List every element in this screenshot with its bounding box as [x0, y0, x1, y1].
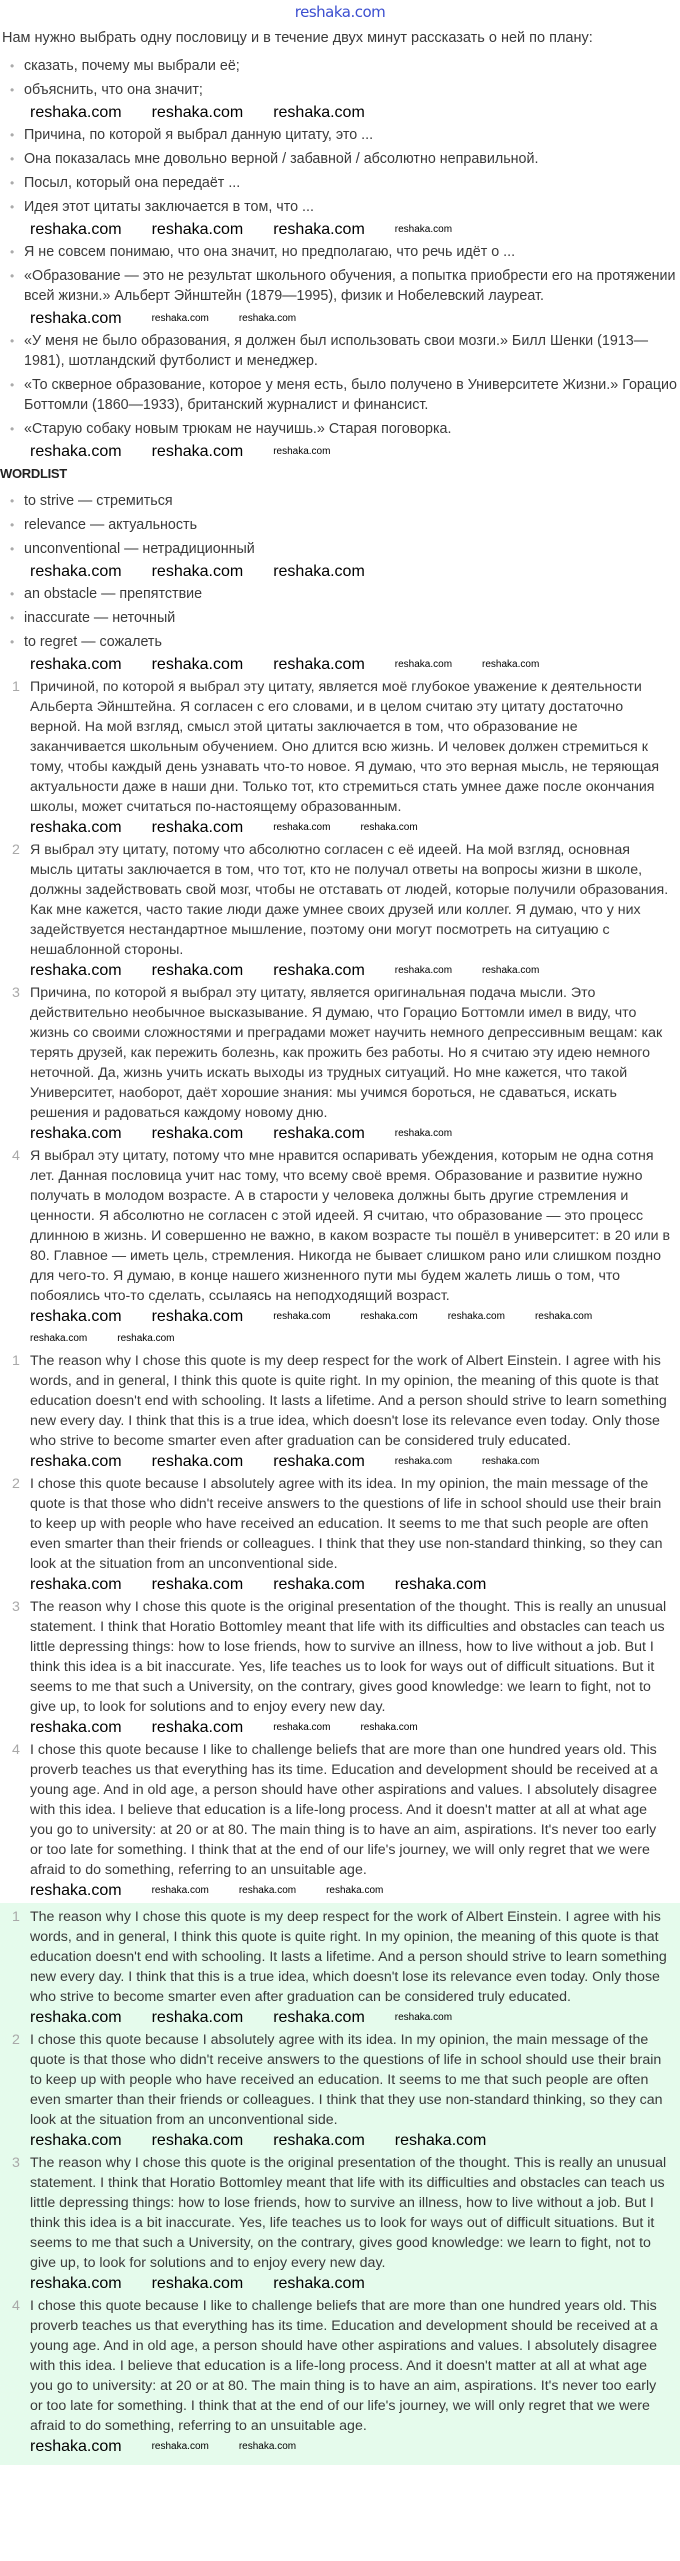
paragraph-text: I chose this quote because I like to challenge beliefs that are more than one hundred years old. This proverb teaches us that everything has its time. Education and development should be received at a young age. And in old age, a person should have other aspirations and values. I absolutely disagree with this idea. I believe that education is a life-long process. And it doesn't matter at all at what age you go to university: at 20 or at 80. The main thing is to have an aim, aspirations. It's never too early or too late for something. I think that at the end of our life's journey, we will only regret that we were afraid to do something, referring to an unsuitable age. [30, 2298, 658, 2434]
watermark: reshaka.com [30, 1453, 122, 1470]
watermark: reshaka.com [30, 563, 122, 580]
wordlist-item: • to strive — стремиться [10, 491, 680, 511]
watermark-row [0, 1576, 680, 1594]
watermark: reshaka.com [326, 1885, 384, 1896]
watermark: reshaka.com [273, 104, 365, 121]
paragraph-text: Я выбрал эту цитату, потому что мне нравится оспаривать убеждения, которым не одна сотня лет. Данная пословица учит нас тому, что всему своё время. Образование и развитие нужно получать в молодом возрасте. А в старости у человека должны быть другие стремления и ценности. Я абсолютно не согласен с этой идеей. Я считаю, что образование — это процесс длинною в жизнь. И совершенно не важно, в каком возрасте ты пошёл в университет: в 20 или в 80. Главное — иметь цель, стремления. Никогда не бывает слишком рано или слишком поздно для чего-то. Я думаю, в конце нашего жизненного пути мы будем жалеть лишь о том, что побоялись что-то сделать, ссылаясь на неподходящий возраст. [30, 1148, 671, 1304]
answer-paragraph [0, 1351, 680, 1451]
watermark: reshaka.com [273, 656, 365, 673]
watermark-row [0, 2275, 680, 2293]
watermark: reshaka.com [273, 2132, 365, 2149]
watermark-row [0, 1308, 680, 1348]
answer-paragraph [0, 1597, 680, 1717]
watermark: reshaka.com [151, 962, 244, 979]
answers-russian [0, 983, 680, 1123]
plan-item: • Причина, по которой я выбрал данную цитату, это ... [10, 125, 680, 145]
watermark: reshaka.com [30, 2132, 122, 2149]
document-content [0, 22, 680, 1900]
watermark: reshaka.com [30, 1719, 122, 1736]
plan-item: • Посыл, который она передаёт ... [10, 173, 680, 193]
paragraph-number: 2 [12, 842, 20, 858]
answers-english [0, 1597, 680, 1717]
watermark: reshaka.com [151, 2009, 244, 2026]
watermark: reshaka.com [151, 1125, 244, 1142]
paragraph-number: 3 [12, 2155, 20, 2171]
paragraph-text: Причиной, по которой я выбрал эту цитату, является моё глубокое уважение к деятельности Альберта Эйнштейна. Я согласен с его словами, и в целом считаю эту цитату достаточно верной. На мой взгляд, смысл этой цитаты заключается в том, что образование не заканчивается школьным обучением. Оно длится всю жизнь. И человек должен стремиться к тому, чтобы каждый день узнавать что-то новое. Я думаю, что это верная мысль, не теряющая актуальности даже в наши дни. Только тот, кто стремиться стать умнее даже после окончания школы, может считаться по-настоящему образованным. [30, 679, 660, 815]
watermark: reshaka.com [273, 563, 365, 580]
watermark: reshaka.com [30, 1125, 122, 1142]
answer-paragraph [0, 1146, 680, 1306]
watermark: reshaka.com [151, 221, 244, 238]
paragraph-text: I chose this quote because I like to challenge beliefs that are more than one hundred years old. This proverb teaches us that everything has its time. Education and development should be received at a young age. And in old age, a person should have other aspirations and values. I absolutely disagree with this idea. I believe that education is a life-long process. And it doesn't matter at all at what age you go to university: at 20 or at 80. The main thing is to have an aim, aspirations. It's never too early or too late for something. I think that at the end of our life's journey, we will only regret that we were afraid to do something, referring to an unsuitable age. [30, 1742, 658, 1878]
watermark-row [0, 2132, 680, 2150]
watermark: reshaka.com [273, 2009, 365, 2026]
watermark: reshaka.com [151, 104, 244, 121]
watermark: reshaka.com [151, 2275, 244, 2292]
answer-paragraph [0, 1474, 680, 1574]
watermark: reshaka.com [394, 965, 453, 976]
answer-paragraph [0, 2296, 680, 2436]
watermark: reshaka.com [273, 221, 365, 238]
watermark: reshaka.com [30, 656, 122, 673]
plan-item: • Я не совсем понимаю, что она значит, но предполагаю, что речь идёт о ... [10, 242, 680, 262]
paragraph-number: 3 [12, 985, 20, 1001]
answer-paragraph [0, 983, 680, 1123]
plan-item: • «Старую собаку новым трюкам не научишь.» Старая поговорка. [10, 419, 680, 439]
watermark: reshaka.com [394, 2132, 487, 2149]
answer-paragraph [0, 677, 680, 817]
plan-item: • «Образование — это не результат школьного обучения, а попытка приобрести его на протяжении всей жизни.» Альберт Эйнштейн (1879—1995), физик и Нобелевский лауреат. [10, 266, 680, 306]
watermark: reshaka.com [151, 2441, 209, 2452]
paragraph-text: I chose this quote because I absolutely agree with its idea. In my opinion, the main message of the quote is that those who didn't receive answers to the questions of life in school should use their brain to keep up with people who have received an education. It seems to me that such people are often even smarter than their friends or colleagues. I think that they use non-standard thinking, so they can look at the situation from an unconventional side. [30, 2032, 663, 2128]
paragraph-text: Причина, по которой я выбрал эту цитату, является оригинальная подача мысли. Это действительно необычное высказывание. Я думаю, что Горацио Боттомли имел в виду, что жизнь со своими сложностями и преградами может научить немного депрессивным вещам: как терять друзей, как пережить болезнь, как прожить без работы. Но я считаю эту идею немного неточной. Да, жизнь учить искать выходы из трудных ситуаций. Но мне кажется, что такой Университет, наоборот, даёт хорошие знания: мы учимся бороться, не сдаваться, искать решения и радоваться каждому новому дню. [30, 985, 663, 1121]
watermark: reshaka.com [151, 313, 209, 324]
paragraph-text: The reason why I chose this quote is my deep respect for the work of Albert Einstein. I agree with his words, and in general, I think this quote is quite right. In my opinion, the meaning of this quote is that education doesn't end with schooling. It lasts a lifetime. And a person should strive to learn something new every day. I think that this is a true idea, which doesn't lose its relevance even today. Only those who strive to become smarter even after graduation can be considered truly educated. [30, 1909, 667, 2005]
watermark: reshaka.com [482, 1456, 540, 1467]
watermark: reshaka.com [30, 2438, 122, 2455]
answer-paragraph [0, 1907, 680, 2007]
watermark: reshaka.com [394, 1456, 453, 1467]
wordlist-item: • to regret — сожалеть [10, 632, 680, 652]
watermark: reshaka.com [273, 962, 365, 979]
watermark: reshaka.com [238, 1885, 297, 1896]
watermark-row [0, 310, 680, 328]
watermark: reshaka.com [273, 446, 331, 457]
wordlist-item: • inaccurate — неточный [10, 608, 680, 628]
watermark: reshaka.com [273, 1722, 331, 1733]
watermark: reshaka.com [534, 1311, 593, 1322]
site-header-logo[interactable]: reshaka.com [294, 3, 386, 21]
watermark: reshaka.com [394, 1576, 487, 1593]
answers-english [0, 1351, 680, 1451]
answers-russian [0, 1146, 680, 1306]
watermark: reshaka.com [394, 1128, 453, 1139]
wordlist-title: WORDLIST [0, 466, 67, 481]
watermark: reshaka.com [273, 1311, 331, 1322]
watermark-row [0, 563, 680, 581]
watermark: reshaka.com [238, 2441, 297, 2452]
paragraph-text: The reason why I chose this quote is my deep respect for the work of Albert Einstein. I agree with his words, and in general, I think this quote is quite right. In my opinion, the meaning of this quote is that education doesn't end with schooling. It lasts a lifetime. And a person should strive to learn something new every day. I think that this is a true idea, which doesn't lose its relevance even today. Only those who strive to become smarter even after graduation can be considered truly educated. [30, 1353, 667, 1449]
paragraph-number: 3 [12, 1599, 20, 1615]
wordlist-item: • relevance — актуальность [10, 515, 680, 535]
watermark: reshaka.com [151, 656, 244, 673]
watermark: reshaka.com [151, 2132, 244, 2149]
plan-list [0, 125, 680, 217]
answer-paragraph [0, 840, 680, 960]
watermark: reshaka.com [30, 221, 122, 238]
watermark-row [0, 2438, 680, 2456]
paragraph-number: 4 [12, 2298, 20, 2314]
plan-item: • Она показалась мне довольно верной / забавной / абсолютно неправильной. [10, 149, 680, 169]
watermark: reshaka.com [394, 224, 453, 235]
highlighted-answers-english [0, 1903, 680, 2465]
watermark: reshaka.com [30, 1333, 88, 1344]
watermark: reshaka.com [447, 1311, 505, 1322]
plan-item: • «У меня не было образования, я должен был использовать свои мозги.» Билл Шенки (1913—1981), шотландский футболист и менеджер. [10, 331, 680, 371]
watermark-row [0, 819, 680, 837]
watermark: reshaka.com [238, 313, 297, 324]
answers-english [0, 1740, 680, 1880]
plan-list [0, 242, 680, 306]
watermark-row [0, 962, 680, 980]
watermark: reshaka.com [273, 1576, 365, 1593]
watermark: reshaka.com [30, 1882, 122, 1899]
plan-item: • Идея этот цитаты заключается в том, что ... [10, 197, 680, 217]
answer-paragraph [0, 1740, 680, 1880]
watermark: reshaka.com [151, 443, 244, 460]
watermark: reshaka.com [30, 2275, 122, 2292]
watermark: reshaka.com [30, 443, 122, 460]
watermark-row [0, 1453, 680, 1471]
watermark-row [0, 1125, 680, 1143]
watermark-row [0, 443, 680, 461]
answers-russian [0, 677, 680, 817]
task-intro: Нам нужно выбрать одну пословицу и в течение двух минут рассказать о ней по плану: [2, 30, 593, 46]
watermark: reshaka.com [273, 1453, 365, 1470]
watermark: reshaka.com [360, 1311, 418, 1322]
paragraph-number: 2 [12, 2032, 20, 2048]
watermark: reshaka.com [482, 965, 540, 976]
watermark-row [0, 1882, 680, 1900]
watermark: reshaka.com [394, 2012, 453, 2023]
watermark: reshaka.com [30, 2009, 122, 2026]
plan-item: • объяснить, что она значит; [10, 80, 680, 100]
paragraph-number: 1 [12, 1353, 20, 1369]
watermark: reshaka.com [30, 1308, 122, 1325]
watermark: reshaka.com [482, 659, 540, 670]
answers-russian [0, 840, 680, 960]
paragraph-text: The reason why I chose this quote is the original presentation of the thought. This is really an unusual statement. I think that Horatio Bottomley meant that life with its difficulties and obstacles can teach us little depressing things: how to lose friends, how to survive an illness, how to live without a job. But I think this idea is a bit inaccurate. Yes, life teaches us to look for ways out of difficult situations. But it seems to me that such a University, on the contrary, gives good knowledge: we learn to fight, not to give up, to look for solutions and to enjoy every new day. [30, 1599, 667, 1715]
paragraph-text: The reason why I chose this quote is the original presentation of the thought. This is really an unusual statement. I think that Horatio Bottomley meant that life with its difficulties and obstacles can teach us little depressing things: how to lose friends, how to survive an illness, how to live without a job. But I think this idea is a bit inaccurate. Yes, life teaches us to look for ways out of difficult situations. But it seems to me that such a University, on the contrary, gives good knowledge: we learn to fight, not to give up, to look for solutions and to enjoy every new day. [30, 2155, 667, 2271]
watermark: reshaka.com [360, 1722, 418, 1733]
paragraph-number: 1 [12, 679, 20, 695]
paragraph-number: 1 [12, 1909, 20, 1925]
watermark: reshaka.com [360, 822, 418, 833]
watermark: reshaka.com [273, 822, 331, 833]
watermark-row [0, 221, 680, 239]
wordlist-item: • an obstacle — препятствие [10, 584, 680, 604]
watermark: reshaka.com [30, 819, 122, 836]
watermark: reshaka.com [30, 310, 122, 327]
plan-item: • сказать, почему мы выбрали её; [10, 56, 680, 76]
watermark-row [0, 1719, 680, 1737]
watermark: reshaka.com [151, 819, 244, 836]
plan-list [0, 331, 680, 439]
watermark-row [0, 104, 680, 122]
watermark: reshaka.com [273, 1125, 365, 1142]
watermark: reshaka.com [151, 1885, 209, 1896]
plan-list [0, 56, 680, 100]
watermark: reshaka.com [273, 2275, 365, 2292]
wordlist [0, 584, 680, 652]
plan-item: • «То скверное образование, которое у меня есть, было получено в Университете Жизни.» Горацио Боттомли (1860—1933), британский журналист и финансист. [10, 375, 680, 415]
watermark: reshaka.com [394, 659, 453, 670]
watermark-row [0, 2009, 680, 2027]
paragraph-number: 4 [12, 1742, 20, 1758]
wordlist [0, 491, 680, 559]
watermark-row [0, 656, 680, 674]
watermark: reshaka.com [151, 1576, 244, 1593]
paragraph-number: 2 [12, 1476, 20, 1492]
answer-paragraph [0, 2030, 680, 2130]
answers-english [0, 1474, 680, 1574]
paragraph-number: 4 [12, 1148, 20, 1164]
paragraph-text: Я выбрал эту цитату, потому что абсолютно согласен с её идеей. На мой взгляд, основная мысль цитаты заключается в том, что тот, кто не получал ответы на вопросы жизни в школе, должны задействовать свой мозг, чтобы не отставать от людей, которые получили образования. Как мне кажется, часто такие люди даже умнее своих друзей или коллег. Я думаю, что у них задействуется нестандартное мышление, поэтому они могут посмотреть на ситуацию с нешаблонной стороны. [30, 842, 669, 958]
watermark: reshaka.com [30, 104, 122, 121]
watermark: reshaka.com [30, 962, 122, 979]
watermark: reshaka.com [117, 1333, 175, 1344]
answer-paragraph [0, 2153, 680, 2273]
watermark: reshaka.com [151, 563, 244, 580]
watermark: reshaka.com [151, 1453, 244, 1470]
watermark: reshaka.com [30, 1576, 122, 1593]
watermark: reshaka.com [151, 1719, 244, 1736]
watermark: reshaka.com [151, 1308, 244, 1325]
wordlist-item: • unconventional — нетрадиционный [10, 539, 680, 559]
paragraph-text: I chose this quote because I absolutely agree with its idea. In my opinion, the main message of the quote is that those who didn't receive answers to the questions of life in school should use their brain to keep up with people who have received an education. It seems to me that such people are often even smarter than their friends or colleagues. I think that they use non-standard thinking, so they can look at the situation from an unconventional side. [30, 1476, 663, 1572]
